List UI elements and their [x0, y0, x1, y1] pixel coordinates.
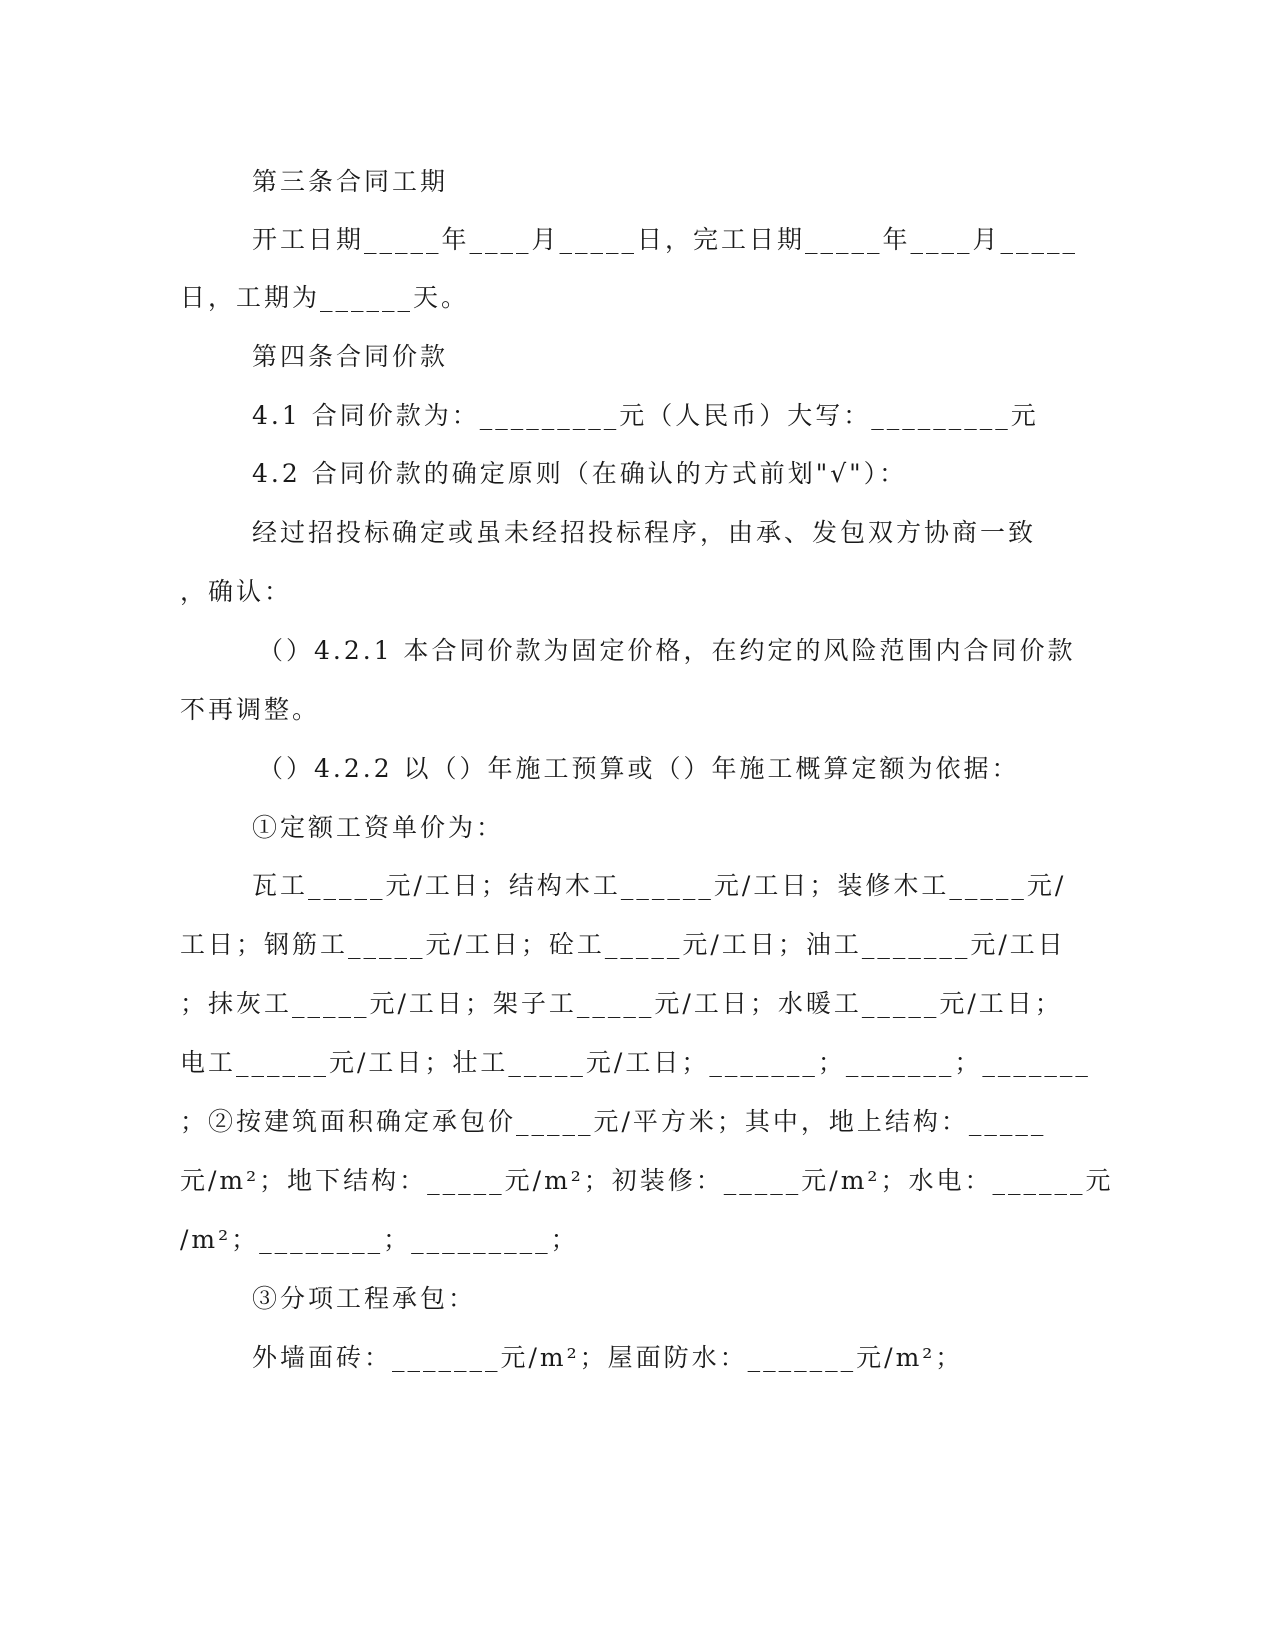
schedule-line-1: 开工日期_____年____月_____日，完工日期_____年____月_____ [252, 225, 1079, 254]
clause-4-2-1-line-1: （）4.2.1 本合同价款为固定价格，在约定的风险范围内合同价款 [258, 636, 1076, 665]
tender-line-2: ，确认： [180, 577, 293, 606]
clause-4-2-2: （）4.2.2 以（）年施工预算或（）年施工概算定额为依据： [258, 754, 1020, 783]
wage-line-2: 工日；钢筋工_____元/工日；砼工_____元/工日；油工_______元/工日 [180, 930, 1066, 959]
wage-line-3: ；抹灰工_____元/工日；架子工_____元/工日；水暖工_____元/工日； [180, 989, 1063, 1018]
item-3-heading: ③分项工程承包： [252, 1284, 477, 1313]
wage-line-1: 瓦工_____元/工日；结构木工______元/工日；装修木工_____元/ [252, 871, 1067, 900]
article-3-heading: 第三条合同工期 [252, 167, 449, 196]
tender-line-1: 经过招投标确定或虽未经招投标程序，由承、发包双方协商一致 [252, 518, 1037, 547]
area-price-line-3: /m²；________；_________； [180, 1225, 579, 1254]
article-4-heading: 第四条合同价款 [252, 342, 449, 371]
area-price-line-2: 元/m²；地下结构：_____元/m²；初装修：_____元/m²；水电：______元 [180, 1166, 1114, 1195]
item-1-heading: ①定额工资单价为： [252, 813, 505, 842]
wage-line-4: 电工______元/工日；壮工_____元/工日；_______；_______；_______ [180, 1048, 1091, 1077]
clause-4-2-1-line-2: 不再调整。 [180, 695, 321, 724]
area-price-line-1: ；②按建筑面积确定承包价_____元/平方米；其中，地上结构：_____ [180, 1107, 1047, 1136]
subitem-price-line: 外墙面砖：_______元/m²；屋面防水：_______元/m²； [252, 1343, 964, 1372]
clause-4-1: 4.1 合同价款为：_________元（人民币）大写：_________元 [252, 401, 1039, 430]
schedule-line-2: 日，工期为______天。 [180, 283, 470, 312]
clause-4-2: 4.2 合同价款的确定原则（在确认的方式前划"√"）： [252, 459, 908, 488]
